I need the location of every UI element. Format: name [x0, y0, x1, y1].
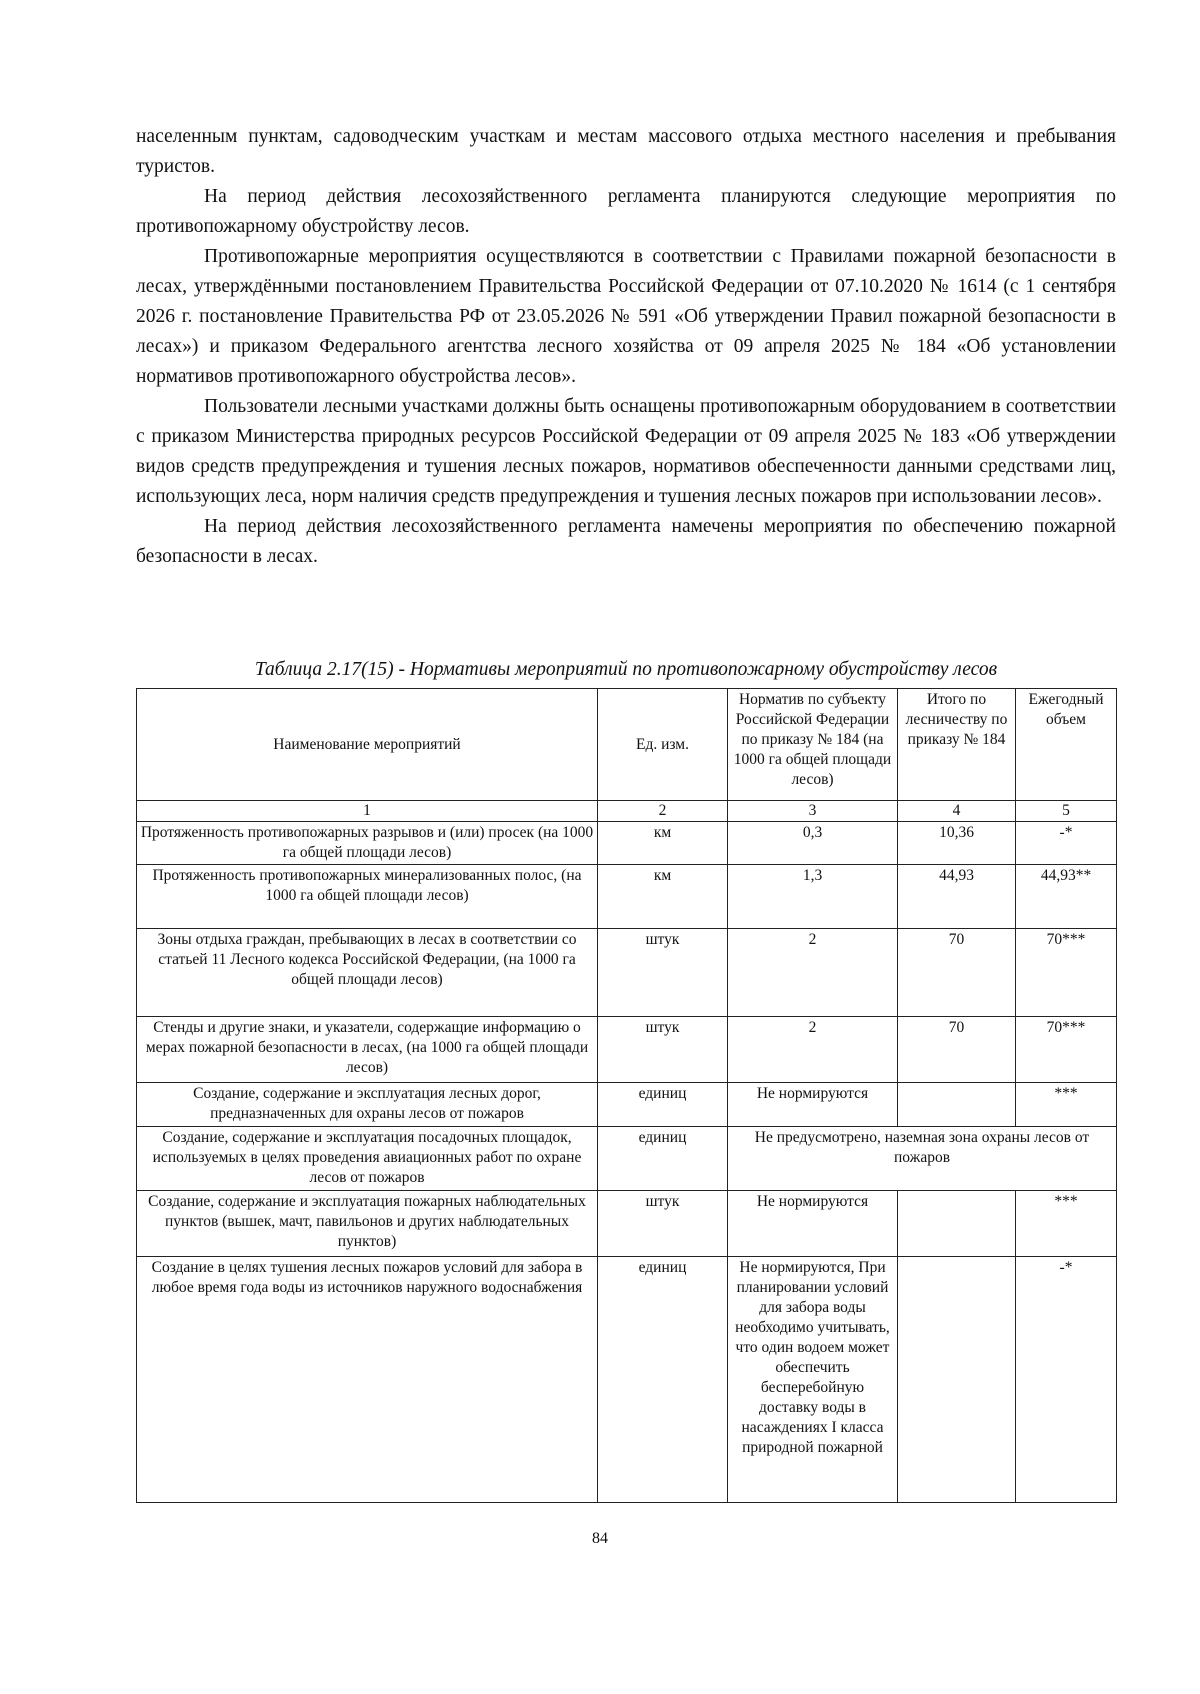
row-name: Протяженность противопожарных разрывов и (или) просек (на 1000 га общей площади лесов)	[137, 822, 598, 865]
row-norm: Не нормируются, При планировании условий для забора воды необходимо учитывать, что один водоем может обеспечить бесперебойную доставку воды в насаждениях I класса природной пожарной	[728, 1257, 898, 1503]
row-name: Создание, содержание и эксплуатация пожарных наблюдательных пунктов (вышек, мачт, павильонов и других наблюдательных пунктов)	[137, 1191, 598, 1257]
table-row	[137, 1257, 1117, 1503]
paragraph-4: Пользователи лесными участками должны быть оснащены противопожарным оборудованием в соответствии с приказом Министерства природных ресурсов Российской Федерации от 09 апреля 2025 № 183 «Об утверждении видов средств предупреждения и тушения лесных пожаров, нормативов обеспеченности данными средствами лиц, использующих леса, норм наличия средств предупреждения и тушения лесных пожаров при использовании лесов».	[136, 396, 1116, 507]
row-total	[898, 1191, 1016, 1257]
row-name: Создание, содержание и эксплуатация лесных дорог, предназначенных для охраны лесов от пожаров	[137, 1083, 598, 1127]
row-unit: единиц	[598, 1257, 728, 1503]
row-total: 44,93	[898, 865, 1016, 929]
column-number: 2	[598, 801, 728, 822]
row-unit: штук	[598, 1017, 728, 1083]
row-norm: 0,3	[728, 822, 898, 865]
table-row	[137, 1191, 1117, 1257]
table-row	[137, 865, 1117, 929]
column-number: 3	[728, 801, 898, 822]
table-caption: Таблица 2.17(15) - Нормативы мероприятий по противопожарному обустройству лесов	[254, 659, 998, 680]
norms-table	[136, 688, 1117, 1503]
row-unit: единиц	[598, 1083, 728, 1127]
column-number: 1	[137, 801, 598, 822]
row-norm: 2	[728, 929, 898, 1017]
column-number: 5	[1016, 801, 1117, 822]
column-number-row	[137, 801, 1117, 822]
paragraph-2: На период действия лесохозяйственного регламента планируются следующие мероприятия по противопожарному обустройству лесов.	[136, 186, 1116, 237]
row-annual: ***	[1016, 1083, 1117, 1127]
table-row	[137, 1127, 1117, 1191]
row-norm: 2	[728, 1017, 898, 1083]
header-norm: Норматив по субъекту Российской Федерации по приказу № 184 (на 1000 га общей площади лесов)	[728, 689, 898, 801]
row-name: Стенды и другие знаки, и указатели, содержащие информацию о мерах пожарной безопасности в лесах, (на 1000 га общей площади лесов)	[137, 1017, 598, 1083]
header-total: Итого по лесничеству по приказу № 184	[898, 689, 1016, 801]
paragraph-1: населенным пунктам, садоводческим участкам и местам массового отдыха местного населения и пребывания туристов.	[136, 126, 1116, 177]
row-total: 10,36	[898, 822, 1016, 865]
row-norm: Не нормируются	[728, 1083, 898, 1127]
row-annual: -*	[1016, 822, 1117, 865]
row-annual: 44,93**	[1016, 865, 1117, 929]
header-annual: Ежегодный объем	[1016, 689, 1117, 801]
page-number: 84	[592, 1530, 608, 1547]
row-unit: единиц	[598, 1127, 728, 1191]
table-row	[137, 1083, 1117, 1127]
header-unit: Ед. изм.	[598, 689, 728, 801]
table-row	[137, 929, 1117, 1017]
paragraph-3: Противопожарные мероприятия осуществляются в соответствии с Правилами пожарной безопасности в лесах, утверждёнными постановлением Правительства Российской Федерации от 07.10.2020 № 1614 (с 1 сентября 2026 г. постановление Правительства РФ от 23.05.2026 № 591 «Об утверждении Правил пожарной безопасности в лесах») и приказом Федерального агентства лесного хозяйства от 09 апреля 2025 № 184 «Об установлении нормативов противопожарного обустройства лесов».	[136, 246, 1116, 387]
row-name: Создание, содержание и эксплуатация посадочных площадок, используемых в целях проведения авиационных работ по охране лесов от пожаров	[137, 1127, 598, 1191]
column-number: 4	[898, 801, 1016, 822]
body-text	[136, 122, 1116, 572]
row-name: Зоны отдыха граждан, пребывающих в лесах в соответствии со статьей 11 Лесного кодекса Российской Федерации, (на 1000 га общей площади лесов)	[137, 929, 598, 1017]
table-row	[137, 822, 1117, 865]
row-unit: штук	[598, 929, 728, 1017]
row-total: 70	[898, 929, 1016, 1017]
row-annual: 70***	[1016, 929, 1117, 1017]
row-annual: 70***	[1016, 1017, 1117, 1083]
row-unit: км	[598, 865, 728, 929]
header-name: Наименование мероприятий	[137, 689, 598, 801]
row-merged-note: Не предусмотрено, наземная зона охраны лесов от пожаров	[728, 1127, 1117, 1191]
row-name: Протяженность противопожарных минерализованных полос, (на 1000 га общей площади лесов)	[137, 865, 598, 929]
table-header-row	[137, 689, 1117, 801]
table-row	[137, 1017, 1117, 1083]
row-annual: -*	[1016, 1257, 1117, 1503]
paragraph-5: На период действия лесохозяйственного регламента намечены мероприятия по обеспечению пожарной безопасности в лесах.	[136, 516, 1116, 567]
row-total: 70	[898, 1017, 1016, 1083]
row-norm: 1,3	[728, 865, 898, 929]
row-unit: штук	[598, 1191, 728, 1257]
row-name: Создание в целях тушения лесных пожаров условий для забора в любое время года воды из источников наружного водоснабжения	[137, 1257, 598, 1503]
row-unit: км	[598, 822, 728, 865]
row-total	[898, 1083, 1016, 1127]
row-total	[898, 1257, 1016, 1503]
row-norm: Не нормируются	[728, 1191, 898, 1257]
row-annual: ***	[1016, 1191, 1117, 1257]
